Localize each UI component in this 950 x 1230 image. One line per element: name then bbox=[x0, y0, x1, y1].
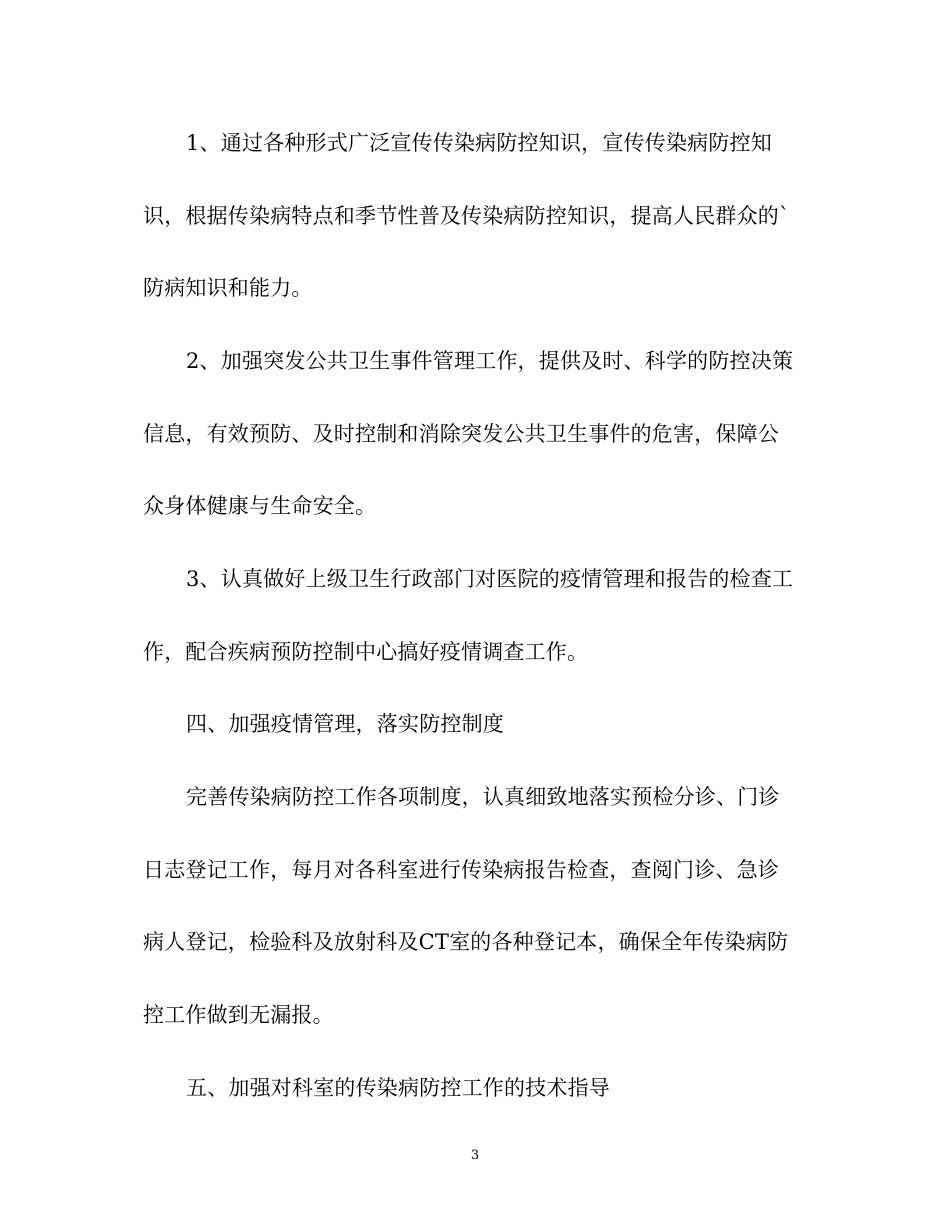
section-heading-4: 四、加强疫情管理，落实防控制度 bbox=[186, 712, 504, 736]
paragraph-5-line-1: 完善传染病防控工作各项制度，认真细致地落实预检分诊、门诊 bbox=[186, 785, 780, 809]
section-heading-5: 五、加强对科室的传染病防控工作的技术指导 bbox=[186, 1076, 610, 1100]
paragraph-2-line-1: 2、加强突发公共卫生事件管理工作，提供及时、科学的防控决策 bbox=[186, 349, 794, 373]
paragraph-3-line-1: 3、认真做好上级卫生行政部门对医院的疫情管理和报告的检查工 bbox=[186, 567, 794, 591]
paragraph-1-line-3: 防病知识和能力。 bbox=[143, 276, 313, 300]
paragraph-2-line-3: 众身体健康与生命安全。 bbox=[143, 494, 377, 518]
page-number: 3 bbox=[470, 1148, 480, 1163]
paragraph-1-line-2: 识，根据传染病特点和季节性普及传染病防控知识，提高人民群众的` bbox=[143, 204, 790, 228]
paragraph-3-line-2: 作，配合疾病预防控制中心搞好疫情调查工作。 bbox=[143, 640, 589, 664]
paragraph-2-line-2: 信息，有效预防、及时控制和消除突发公共卫生事件的危害，保障公 bbox=[143, 422, 779, 446]
paragraph-5-line-3: 病人登记，检验科及放射科及CT室的各种登记本，确保全年传染病防 bbox=[143, 930, 789, 954]
paragraph-1-line-1: 1、通过各种形式广泛宣传传染病防控知识，宣传传染病防控知 bbox=[186, 131, 772, 155]
paragraph-5-line-2: 日志登记工作，每月对各科室进行传染病报告检查，查阅门诊、急诊 bbox=[143, 858, 779, 882]
paragraph-5-line-4: 控工作做到无漏报。 bbox=[143, 1003, 334, 1027]
